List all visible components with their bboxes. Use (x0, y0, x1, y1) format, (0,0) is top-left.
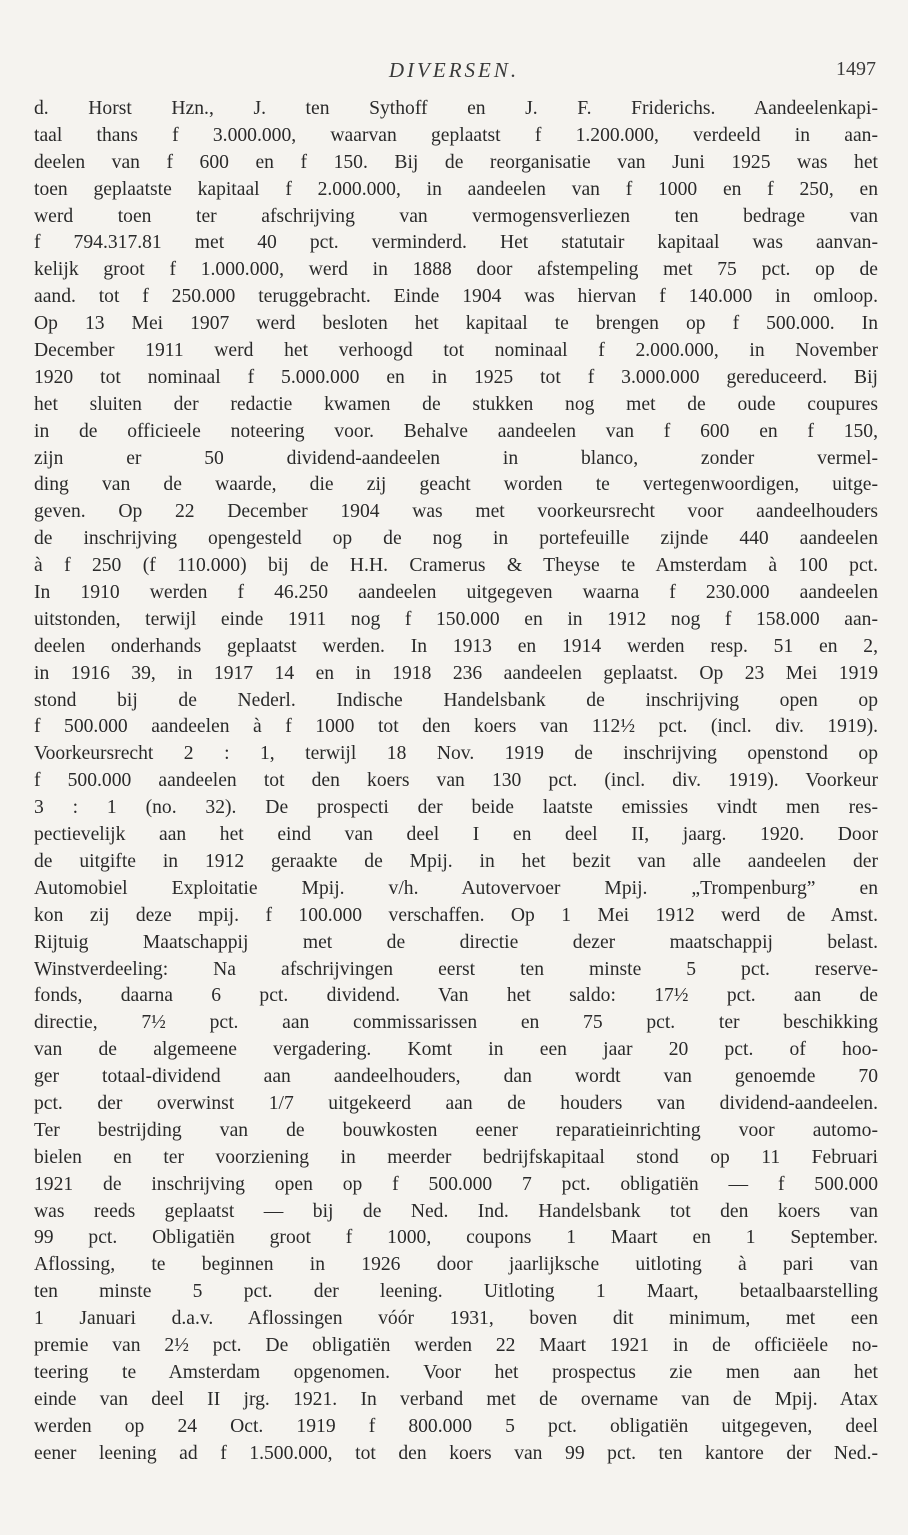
text-line: ger totaal-dividend aan aandeelhouders, dan wordt van genoemde 70 (34, 1066, 878, 1088)
text-line: f 500.000 aandeelen à f 1000 tot den koers van 112½ pct. (incl. div. 1919). (34, 716, 878, 738)
text-line: kon zij deze mpij. f 100.000 verschaffen. Op 1 Mei 1912 werd de Amst. (34, 904, 878, 926)
text-line: 1 Januari d.a.v. Aflossingen vóór 1931, boven dit minimum, met een (34, 1308, 878, 1330)
text-line: ten minste 5 pct. der leening. Uitloting 1 Maart, betaalbaarstelling (34, 1281, 878, 1303)
text-line: In 1910 werden f 46.250 aandeelen uitgegeven waarna f 230.000 aandeelen (34, 582, 878, 604)
text-line: in de officieele noteering voor. Behalve aandeelen van f 600 en f 150, (34, 420, 878, 442)
text-line: eener leening ad f 1.500.000, tot den koers van 99 pct. ten kantore der Ned.- (34, 1442, 878, 1464)
text-line: werden op 24 Oct. 1919 f 800.000 5 pct. obligatiën uitgegeven, deel (34, 1415, 878, 1437)
text-line: was reeds geplaatst — bij de Ned. Ind. Handelsbank tot den koers van (34, 1200, 878, 1222)
text-line: premie van 2½ pct. De obligatiën werden 22 Maart 1921 in de officiëele no- (34, 1334, 878, 1356)
text-line: December 1911 werd het verhoogd tot nominaal f 2.000.000, in November (34, 340, 878, 362)
text-line: d. Horst Hzn., J. ten Sythoff en J. F. Friderichs. Aandeelenkapi- (34, 98, 878, 119)
text-line: pct. der overwinst 1/7 uitgekeerd aan de houders van dividend-aandeelen. (34, 1092, 878, 1114)
text-line: bielen en ter voorziening in meerder bedrijfskapitaal stond op 11 Februari (34, 1146, 878, 1168)
page-number: 1497 (836, 58, 876, 80)
text-line: f 500.000 aandeelen tot den koers van 130 pct. (incl. div. 1919). Voorkeur (34, 770, 878, 792)
text-line: zijn er 50 dividend-aandeelen in blanco, zonder vermel- (34, 447, 878, 469)
text-line: 1920 tot nominaal f 5.000.000 en in 1925 tot f 3.000.000 gereduceerd. Bij (34, 366, 878, 388)
text-line: einde van deel II jrg. 1921. In verband met de overname van de Mpij. Atax (34, 1388, 878, 1410)
text-line: Voorkeursrecht 2 : 1, terwijl 18 Nov. 1919 de inschrijving openstond op (34, 743, 878, 765)
text-line: ding van de waarde, die zij geacht worden te vertegenwoordigen, uitge- (34, 474, 878, 496)
text-line: uitstonden, terwijl einde 1911 nog f 150.000 en in 1912 nog f 158.000 aan- (34, 608, 878, 630)
text-line: 1921 de inschrijving open op f 500.000 7 pct. obligatiën — f 500.000 (34, 1173, 878, 1195)
text-line: de inschrijving opengesteld op de nog in portefeuille zijnde 440 aandeelen (34, 528, 878, 550)
text-line: pectievelijk aan het eind van deel I en deel II, jaarg. 1920. Door (34, 824, 878, 846)
text-line: toen geplaatste kapitaal f 2.000.000, in aandeelen van f 1000 en f 250, en (34, 178, 878, 200)
text-line: Ter bestrijding van de bouwkosten eener reparatieinrichting voor automo- (34, 1119, 878, 1141)
text-line: geven. Op 22 December 1904 was met voorkeursrecht voor aandeelhouders (34, 501, 878, 523)
text-line: het sluiten der redactie kwamen de stukken nog met de oude coupures (34, 393, 878, 415)
text-line: teering te Amsterdam opgenomen. Voor het prospectus zie men aan het (34, 1361, 878, 1383)
text-line: Rijtuig Maatschappij met de directie dezer maatschappij belast. (34, 931, 878, 953)
text-line: van de algemeene vergadering. Komt in een jaar 20 pct. of hoo- (34, 1039, 878, 1061)
text-line: Winstverdeeling: Na afschrijvingen eerst ten minste 5 pct. reserve- (34, 958, 878, 980)
text-line: stond bij de Nederl. Indische Handelsbank de inschrijving open op (34, 689, 878, 711)
text-line: kelijk groot f 1.000.000, werd in 1888 door afstempeling met 75 pct. op de (34, 259, 878, 281)
text-line: à f 250 (f 110.000) bij de H.H. Cramerus & Theyse te Amsterdam à 100 pct. (34, 555, 878, 577)
running-head (0, 50, 908, 90)
text-line: in 1916 39, in 1917 14 en in 1918 236 aandeelen geplaatst. Op 23 Mei 1919 (34, 662, 878, 684)
text-line: 3 : 1 (no. 32). De prospecti der beide laatste emissies vindt men res- (34, 797, 878, 819)
body-text (34, 96, 878, 1467)
text-line: deelen onderhands geplaatst werden. In 1913 en 1914 werden resp. 51 en 2, (34, 635, 878, 657)
text-line: directie, 7½ pct. aan commissarissen en 75 pct. ter beschikking (34, 1012, 878, 1034)
text-line: Aflossing, te beginnen in 1926 door jaarlijksche uitloting à pari van (34, 1254, 878, 1276)
text-line: Automobiel Exploitatie Mpij. v/h. Autovervoer Mpij. „Trompenburg” en (34, 877, 878, 899)
text-line: werd toen ter afschrijving van vermogensverliezen ten bedrage van (34, 205, 878, 227)
text-line: taal thans f 3.000.000, waarvan geplaatst f 1.200.000, verdeeld in aan- (34, 124, 878, 146)
text-line: de uitgifte in 1912 geraakte de Mpij. in het bezit van alle aandeelen der (34, 850, 878, 872)
text-line: aand. tot f 250.000 teruggebracht. Einde 1904 was hiervan f 140.000 in omloop. (34, 286, 878, 308)
text-line: Op 13 Mei 1907 werd besloten het kapitaal te brengen op f 500.000. In (34, 313, 878, 335)
text-line: fonds, daarna 6 pct. dividend. Van het saldo: 17½ pct. aan de (34, 985, 878, 1007)
text-line: f 794.317.81 met 40 pct. verminderd. Het statutair kapitaal was aanvan- (34, 232, 878, 254)
running-title: DIVERSEN. (388, 58, 520, 82)
text-line: 99 pct. Obligatiën groot f 1000, coupons 1 Maart en 1 September. (34, 1227, 878, 1249)
text-line: deelen van f 600 en f 150. Bij de reorganisatie van Juni 1925 was het (34, 151, 878, 173)
